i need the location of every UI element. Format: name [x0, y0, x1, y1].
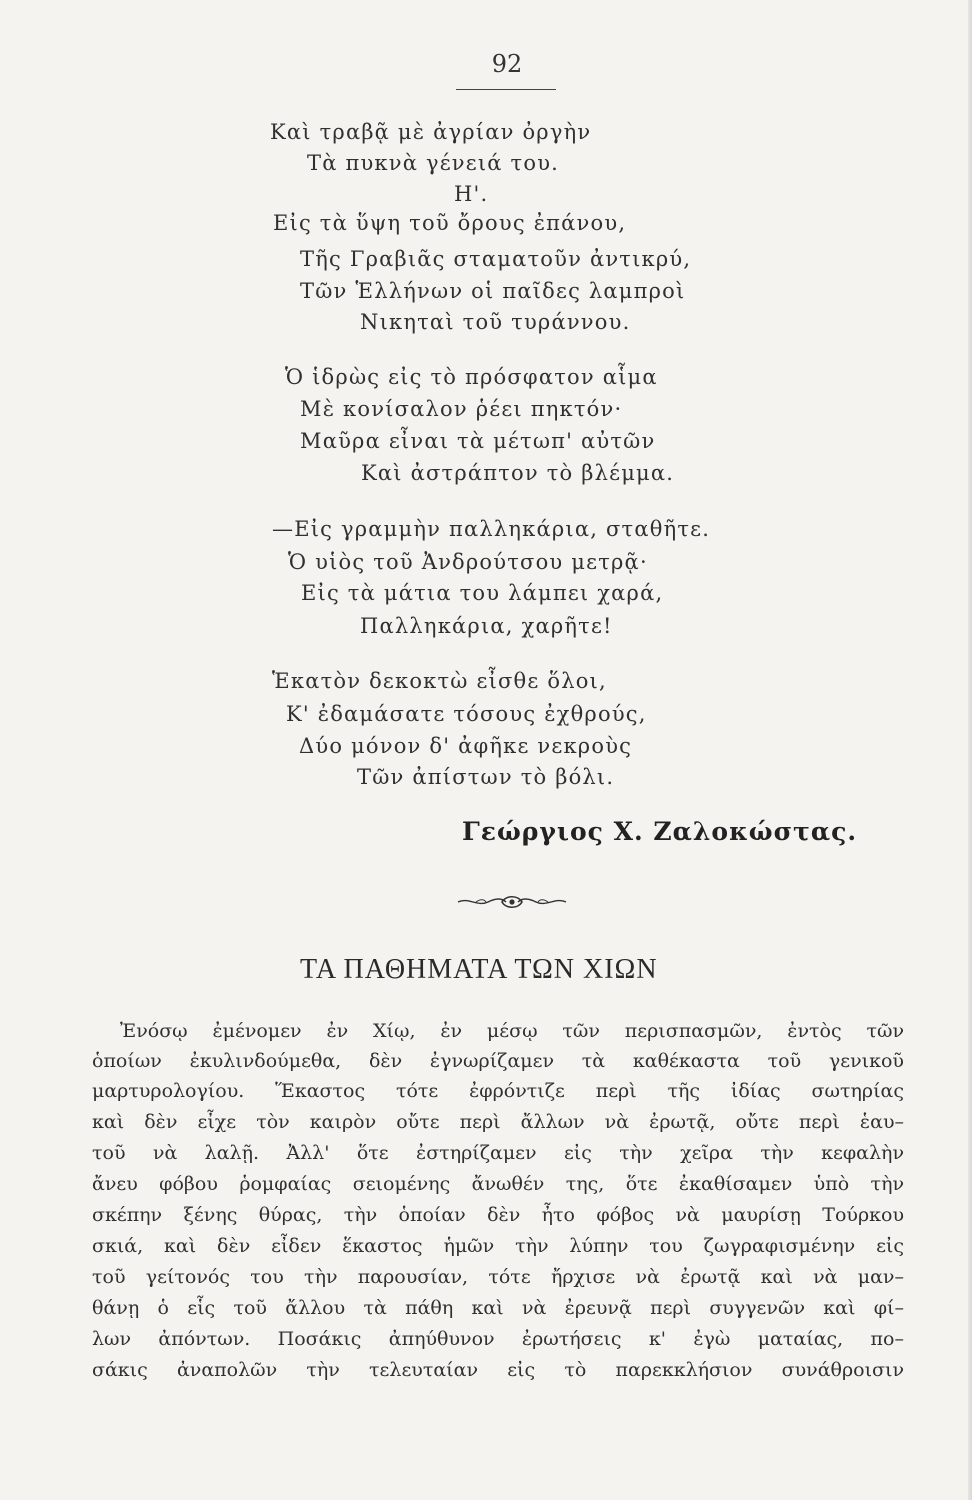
verse-line: Τῆς Γραβιᾶς σταματοῦν ἀντικρύ,	[300, 247, 692, 271]
prose-line: Ἐνόσῳ ἐμένομεν ἐν Χίῳ, ἐν μέσῳ τῶν περισπασμῶν, ἐντὸς τῶν	[120, 1020, 904, 1042]
verse-line: Καὶ ἀστράπτον τὸ βλέμμα.	[361, 461, 675, 485]
prose-line: θάνῃ ὁ εἷς τοῦ ἄλλου τὰ πάθη καὶ νὰ ἐρευνᾷ περὶ συγγενῶν καὶ φί–	[92, 1297, 904, 1319]
verse-line: Ἑκατὸν δεκοκτὼ εἶσθε ὅλοι,	[272, 669, 607, 693]
verse-line: —Εἰς γραμμὴν παλληκάρια, σταθῆτε.	[272, 517, 711, 541]
prose-line: σκιά, καὶ δὲν εἶδεν ἕκαστος ἡμῶν τὴν λύπην του ζωγραφισμένην εἰς	[92, 1235, 904, 1257]
prose-line: σάκις ἀναπολῶν τὴν τελευταίαν εἰς τὸ παρεκκλήσιον συνάθροισιν	[92, 1359, 904, 1381]
prose-line: τοῦ γείτονός του τὴν παρουσίαν, τότε ἤρχισε νὰ ἐρωτᾷ καὶ νὰ μαν–	[92, 1266, 904, 1288]
prose-line: σκέπην ξένης θύρας, τὴν ὁποίαν δὲν ἦτο φόβος νὰ μαυρίσῃ Τούρκου	[92, 1204, 904, 1226]
prose-line: μαρτυρολογίου. Ἕκαστος τότε ἐφρόντιζε περὶ τῆς ἰδίας σωτηρίας	[92, 1080, 904, 1102]
page-number: 92	[491, 50, 523, 78]
author-signature: Γεώργιος Χ. Ζαλοκώστας.	[462, 817, 858, 846]
prose-line: ὁποίων ἐκυλινδούμεθα, δὲν ἐγνωρίζαμεν τὰ καθέκαστα τοῦ γενικοῦ	[92, 1050, 904, 1072]
verse-line: Τῶν Ἑλλήνων οἱ παῖδες λαμπροὶ	[300, 279, 686, 303]
section-title: ΤΑ ΠΑΘΗΜΑΤΑ ΤΩΝ ΧΙΩΝ	[300, 954, 658, 985]
section-numeral: Η'.	[454, 182, 489, 206]
decorative-flourish-icon	[456, 893, 568, 915]
scan-edge	[968, 0, 972, 1500]
verse-line: Τῶν ἀπίστων τὸ βόλι.	[357, 765, 615, 789]
verse-line: Εἰς τὰ ὕψη τοῦ ὄρους ἐπάνου,	[273, 211, 627, 235]
prose-line: τοῦ νὰ λαλῇ. Ἀλλ' ὅτε ἐστηρίζαμεν εἰς τὴν χεῖρα τὴν κεφαλὴν	[92, 1142, 904, 1164]
verse-line: Ὁ ἱδρὼς εἰς τὸ πρόσφατον αἷμα	[285, 365, 658, 389]
verse-line: Κ' ἐδαμάσατε τόσους ἐχθρούς,	[286, 702, 647, 726]
verse-line: Εἰς τὰ μάτια του λάμπει χαρά,	[301, 581, 664, 605]
prose-line: καὶ δὲν εἶχε τὸν καιρὸν οὔτε περὶ ἄλλων νὰ ἐρωτᾷ, οὔτε περὶ ἑαυ–	[92, 1111, 904, 1133]
prose-line: λων ἀπόντων. Ποσάκις ἀπηύθυνον ἐρωτήσεις κ' ἐγὼ ματαίας, πο–	[92, 1328, 904, 1350]
verse-line: Καὶ τραβᾷ μὲ ἀγρίαν ὀργὴν	[270, 120, 592, 144]
header-rule	[456, 89, 556, 90]
verse-line: Τὰ πυκνὰ γένειά του.	[307, 151, 560, 175]
verse-line: Δύο μόνον δ' ἀφῆκε νεκροὺς	[299, 734, 633, 758]
verse-line: Ὁ υἱὸς τοῦ Ἀνδρούτσου μετρᾷ·	[288, 550, 648, 574]
verse-line: Μαῦρα εἶναι τὰ μέτωπ' αὐτῶν	[300, 429, 656, 453]
verse-line: Νικηταὶ τοῦ τυράννου.	[360, 310, 631, 334]
verse-line: Μὲ κονίσαλον ῥέει πηκτόν·	[300, 397, 623, 421]
prose-line: ἄνευ φόβου ῥομφαίας σειομένης ἄνωθέν της, ὅτε ἐκαθίσαμεν ὑπὸ τὴν	[92, 1173, 904, 1195]
verse-line: Παλληκάρια, χαρῆτε!	[360, 614, 613, 638]
